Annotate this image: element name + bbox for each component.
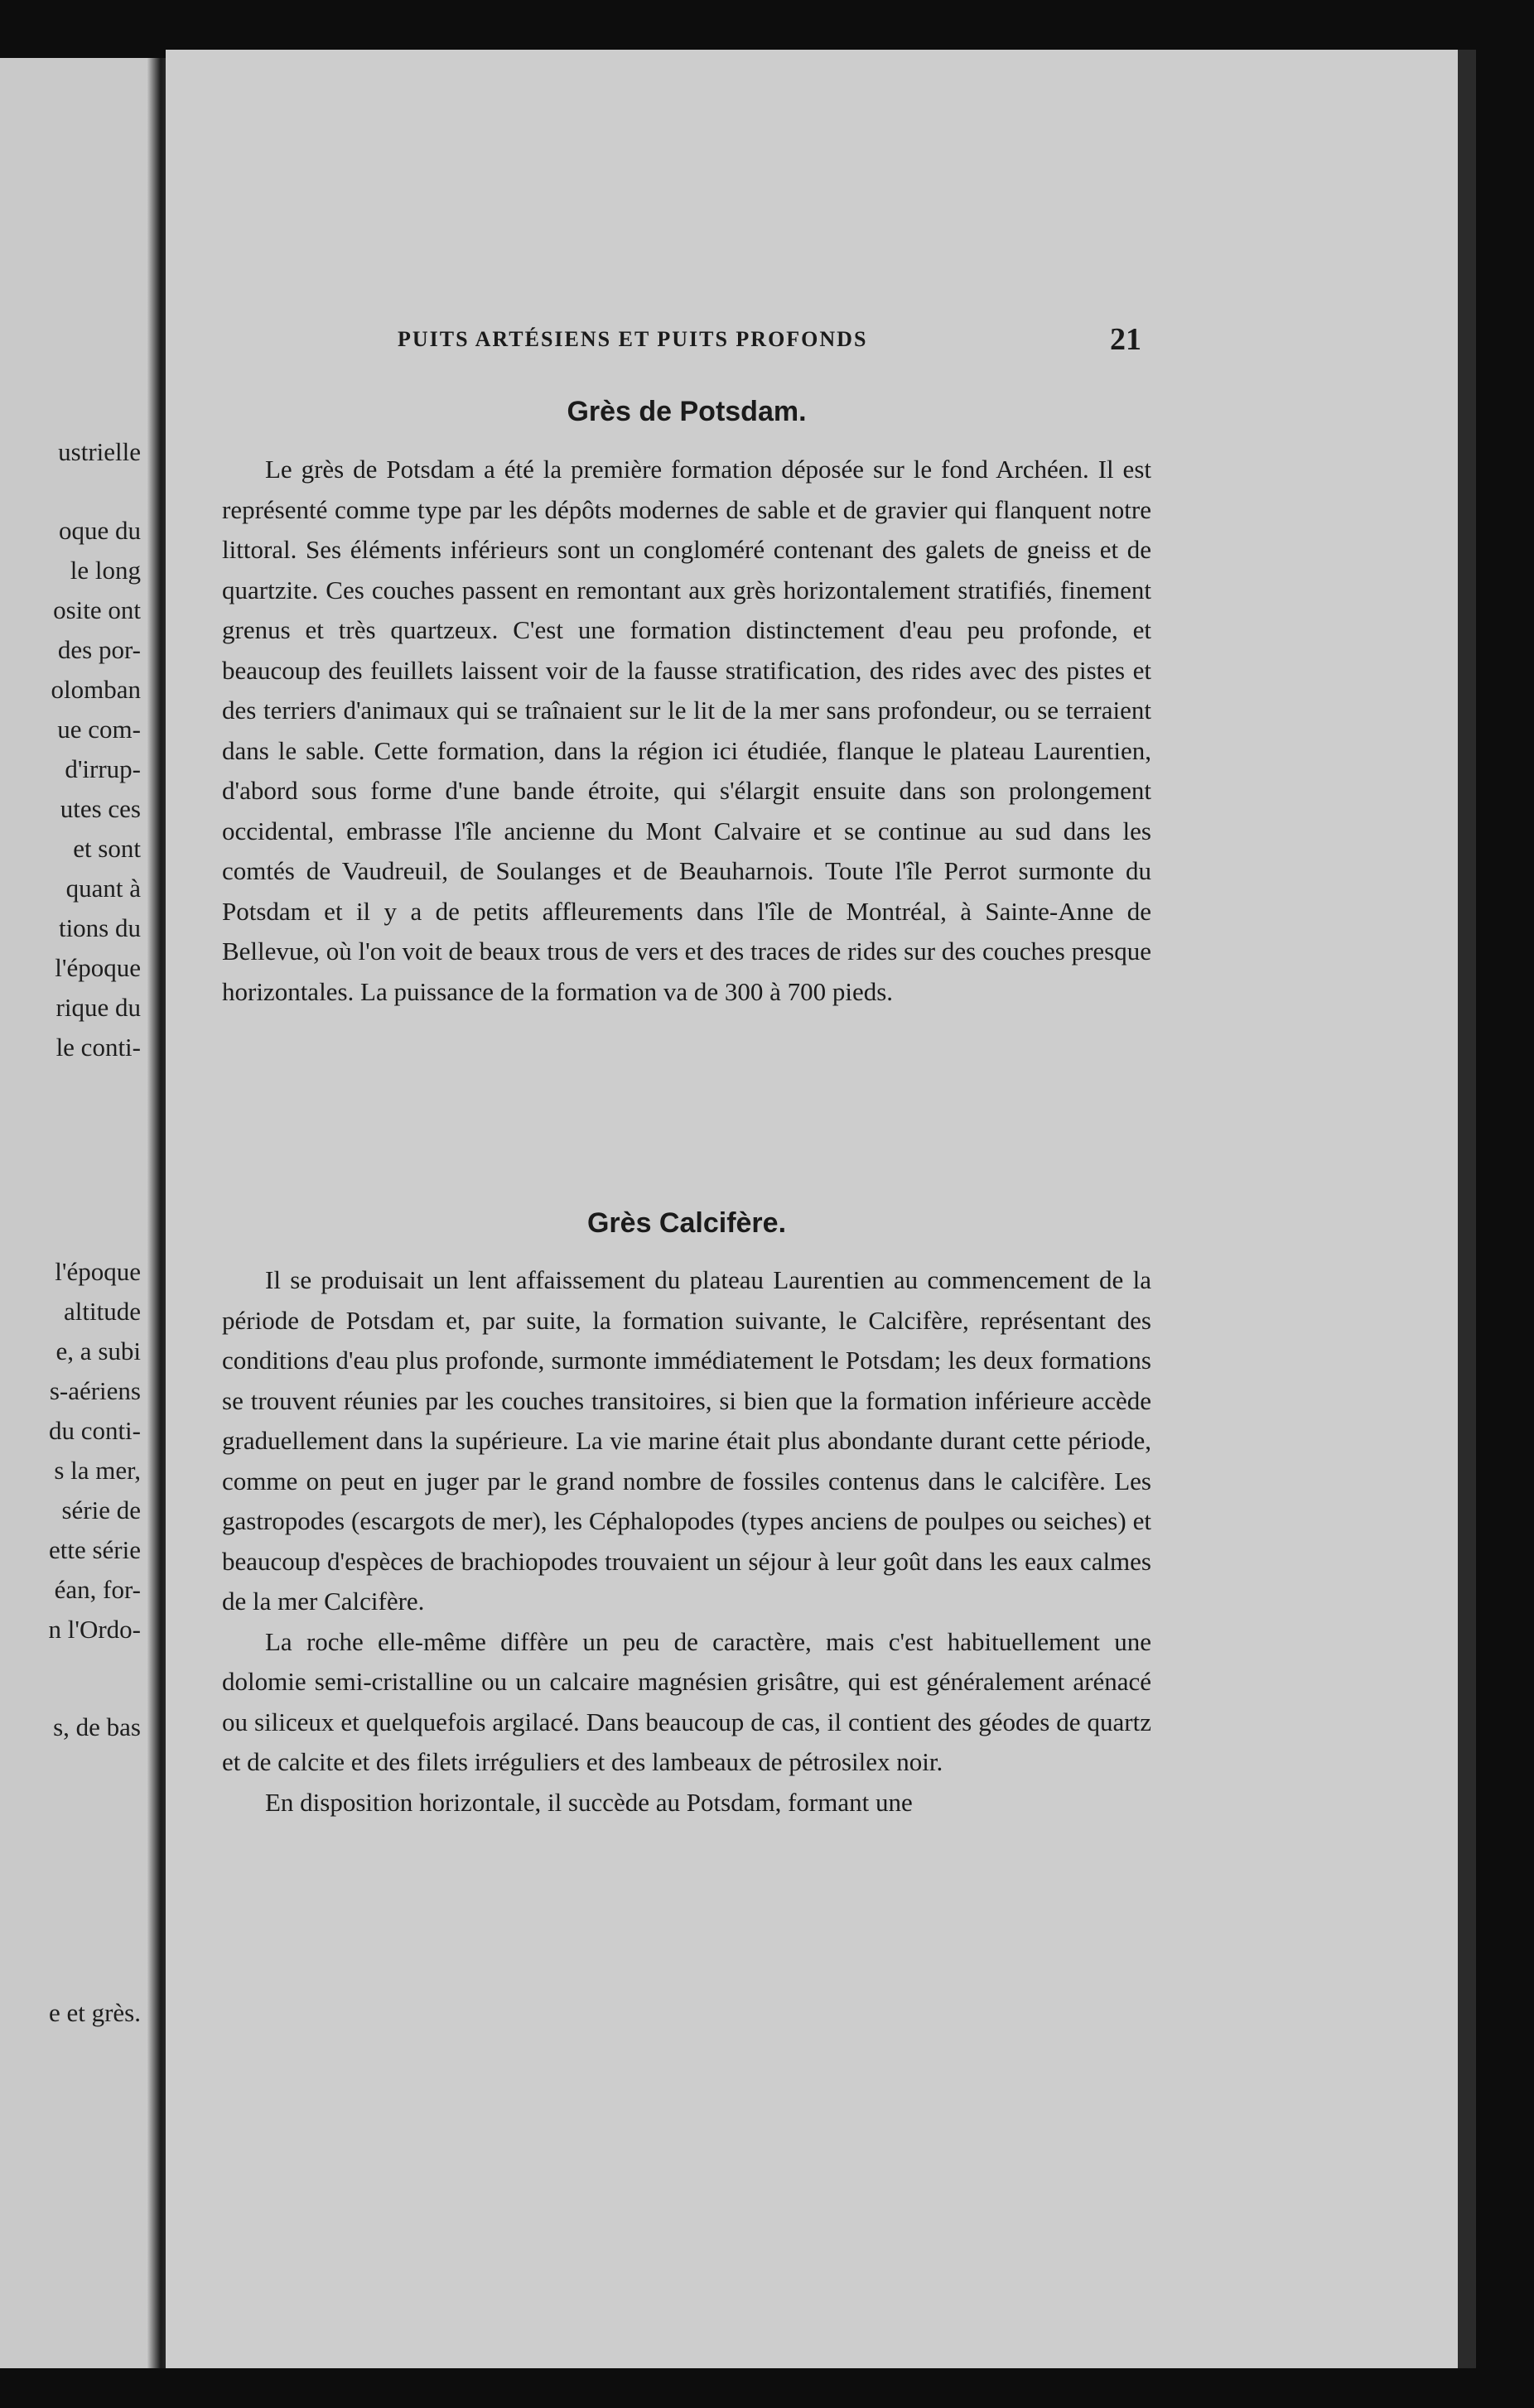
left-fragment: oque du <box>58 516 141 545</box>
left-fragment: l'époque <box>55 1257 141 1286</box>
left-fragment: osite ont <box>53 595 141 624</box>
left-fragment: éan, for- <box>54 1575 141 1604</box>
left-fragment: s-aériens <box>49 1376 141 1405</box>
section-body-calcifere <box>222 1260 1151 1823</box>
left-fragment: et sont <box>73 834 141 863</box>
left-fragment: du conti- <box>48 1416 141 1445</box>
section-body-potsdam <box>222 450 1151 1012</box>
left-fragment: olomban <box>51 675 141 704</box>
left-fragment: le long <box>70 556 141 585</box>
page-number: 21 <box>1110 322 1141 357</box>
paragraph: Le grès de Potsdam a été la première formation déposée sur le fond Archéen. Il est représenté comme type par les dépôts modernes de sable et de gravier qui flanquent notre littoral. Ses éléments inférieurs sont un congloméré contenant des galets de gneiss et de quartzite. Ces couches passent en remontant aux grès horizontalement stratifiés, finement grenus et très quartzeux. C'est une formation distinctement d'eau peu profonde, et beaucoup des feuillets laissent voir de la fausse stratification, des rides avec des pistes et des terriers d'animaux qui se traînaient sur le lit de la mer sans profondeur, ou se terraient dans le sable. Cette formation, dans la région ici étudiée, flanque le plateau Laurentien, d'abord sous forme d'une bande étroite, qui s'élargit ensuite dans son prolongement occidental, embrasse l'île ancienne du Mont Calvaire et se continue au sud dans les comtés de Vaudreuil, de Soulanges et de Beauharnois. Toute l'île Perrot surmonte du Potsdam et il y a de petits affleurements dans l'île de Montréal, à Sainte-Anne de Bellevue, où l'on voit de beaux trous de vers et des traces de rides sur des couches presque horizontales. La puissance de la formation va de 300 à 700 pieds. <box>222 455 1151 1006</box>
left-fragment: rique du <box>55 993 141 1022</box>
left-fragment: ette série <box>48 1535 141 1564</box>
left-fragment: e, a subi <box>55 1336 141 1365</box>
left-fragment: s, de bas <box>53 1712 141 1741</box>
page-edge <box>1458 50 1476 2368</box>
left-fragment: ustrielle <box>58 437 141 466</box>
left-page-fragment <box>0 58 166 2368</box>
left-fragment: utes ces <box>60 794 141 823</box>
left-fragment: e et grès. <box>48 1998 141 2027</box>
running-head: PUITS ARTÉSIENS ET PUITS PROFONDS <box>398 327 868 351</box>
paragraph: Il se produisait un lent affaissement du plateau Laurentien au commencement de la période de Potsdam et, par suite, la formation suivante, le Calcifère, représentant des conditions d'eau plus profonde, surmonte immédiatement le Potsdam; les deux formations se trouvent réunies par les couches transitoires, si bien que la formation inférieure accède graduellement dans la supérieure. La vie marine était plus abondante durant cette période, comme on peut en juger par le grand nombre de fossiles contenus dans le calcifère. Les gastropodes (escargots de mer), les Céphalopodes (types anciens de poulpes ou seiches) et beaucoup d'espèces de brachiopodes trouvaient un séjour à leur goût dans les eaux calmes de la mer Calcifère. <box>222 1265 1151 1616</box>
left-fragment: l'époque <box>55 953 141 982</box>
left-fragment: le conti- <box>55 1033 141 1062</box>
left-fragment: ue com- <box>57 715 141 744</box>
paragraph: La roche elle-même diffère un peu de caractère, mais c'est habituellement une dolomie semi-cristalline ou un calcaire magnésien grisâtre, qui est généralement arénacé ou siliceux et quelquefois argilacé. Dans beaucoup de cas, il contient des géodes de quartz et de calcite et des filets irréguliers et des lambeaux de pétrosilex noir. <box>222 1626 1151 1776</box>
left-fragment: n l'Ordo- <box>48 1615 141 1644</box>
left-fragment: série de <box>61 1495 141 1524</box>
section-heading-calcifere: Grès Calcifère. <box>586 1207 787 1239</box>
paragraph: En disposition horizontale, il succède au Potsdam, formant une <box>265 1787 913 1817</box>
left-fragment: altitude <box>64 1297 141 1326</box>
left-fragment: quant à <box>65 874 141 903</box>
left-fragment: d'irrup- <box>65 754 141 783</box>
left-fragment: s la mer, <box>54 1456 141 1485</box>
left-fragment: tions du <box>58 913 141 942</box>
section-heading-potsdam: Grès de Potsdam. <box>567 396 807 427</box>
left-fragment: des por- <box>57 635 141 664</box>
